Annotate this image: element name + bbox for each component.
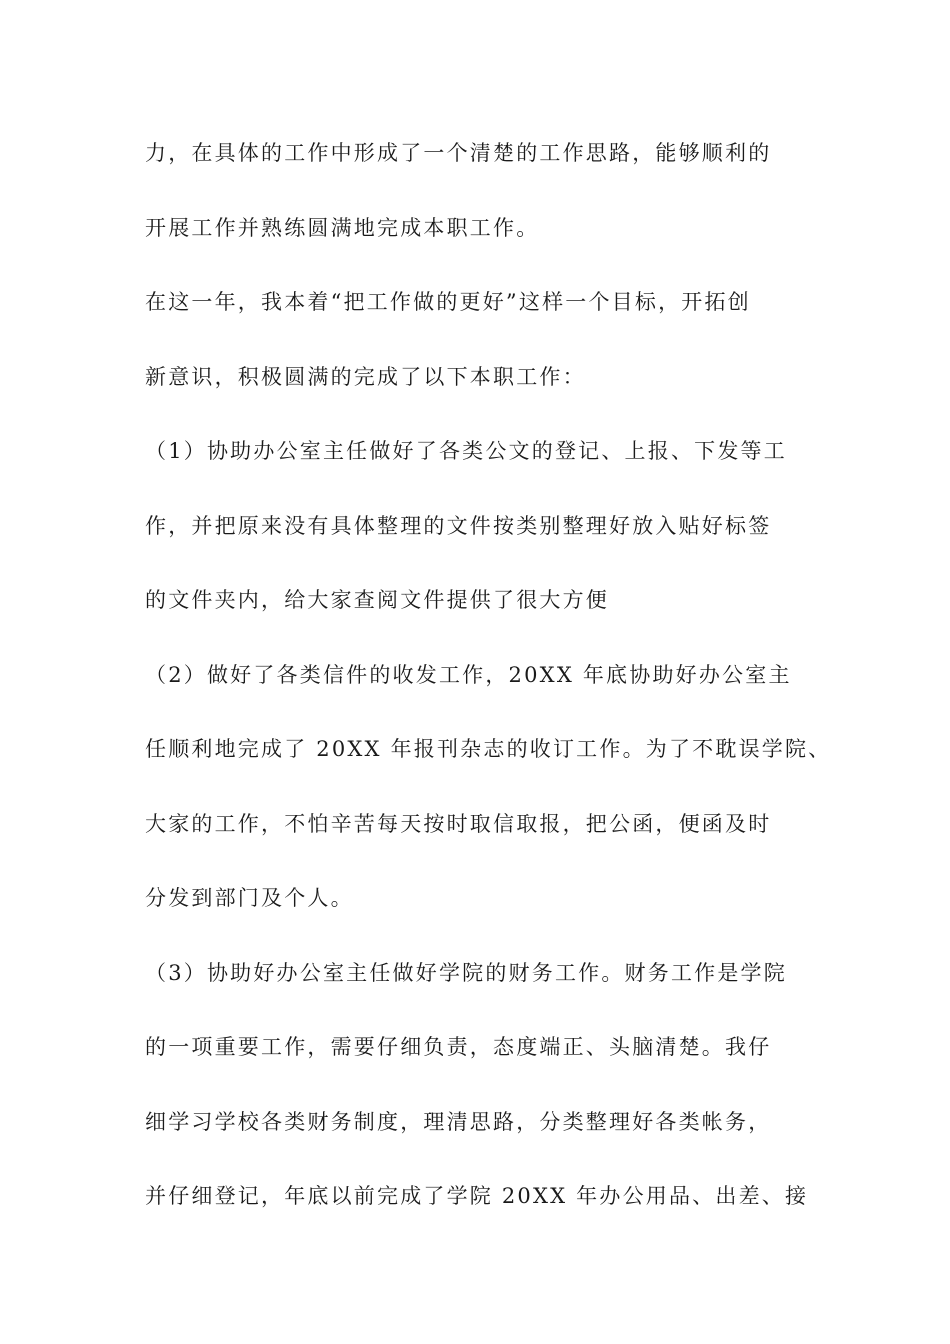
text-line: （3）协助好办公室主任做好学院的财务工作。财务工作是学院 <box>145 961 787 985</box>
text-line: 新意识，积极圆满的完成了以下本职工作： <box>145 365 586 389</box>
text-line: 在这一年，我本着“把工作做的更好”这样一个目标，开拓创 <box>145 290 751 314</box>
text-line: （2）做好了各类信件的收发工作，20XX 年底协助好办公室主 <box>145 663 792 687</box>
text-line: 作，并把原来没有具体整理的文件按类别整理好放入贴好标签 <box>145 514 772 538</box>
text-line: 任顺利地完成了 20XX 年报刊杂志的收订工作。为了不耽误学院、 <box>145 737 832 761</box>
text-line: （1）协助办公室主任做好了各类公文的登记、上报、下发等工 <box>145 439 787 463</box>
text-line: 的一项重要工作，需要仔细负责，态度端正、头脑清楚。我仔 <box>145 1035 772 1059</box>
text-line: 的文件夹内，给大家查阅文件提供了很大方便 <box>145 588 609 612</box>
text-line: 力，在具体的工作中形成了一个清楚的工作思路，能够顺利的 <box>145 141 772 165</box>
text-line: 大家的工作，不怕辛苦每天按时取信取报，把公函，便函及时 <box>145 812 772 836</box>
text-line: 细学习学校各类财务制度，理清思路，分类整理好各类帐务， <box>145 1110 772 1134</box>
text-line: 分发到部门及个人。 <box>145 886 354 910</box>
text-line: 并仔细登记，年底以前完成了学院 20XX 年办公用品、出差、接 <box>145 1184 809 1208</box>
text-line: 开展工作并熟练圆满地完成本职工作。 <box>145 216 540 240</box>
